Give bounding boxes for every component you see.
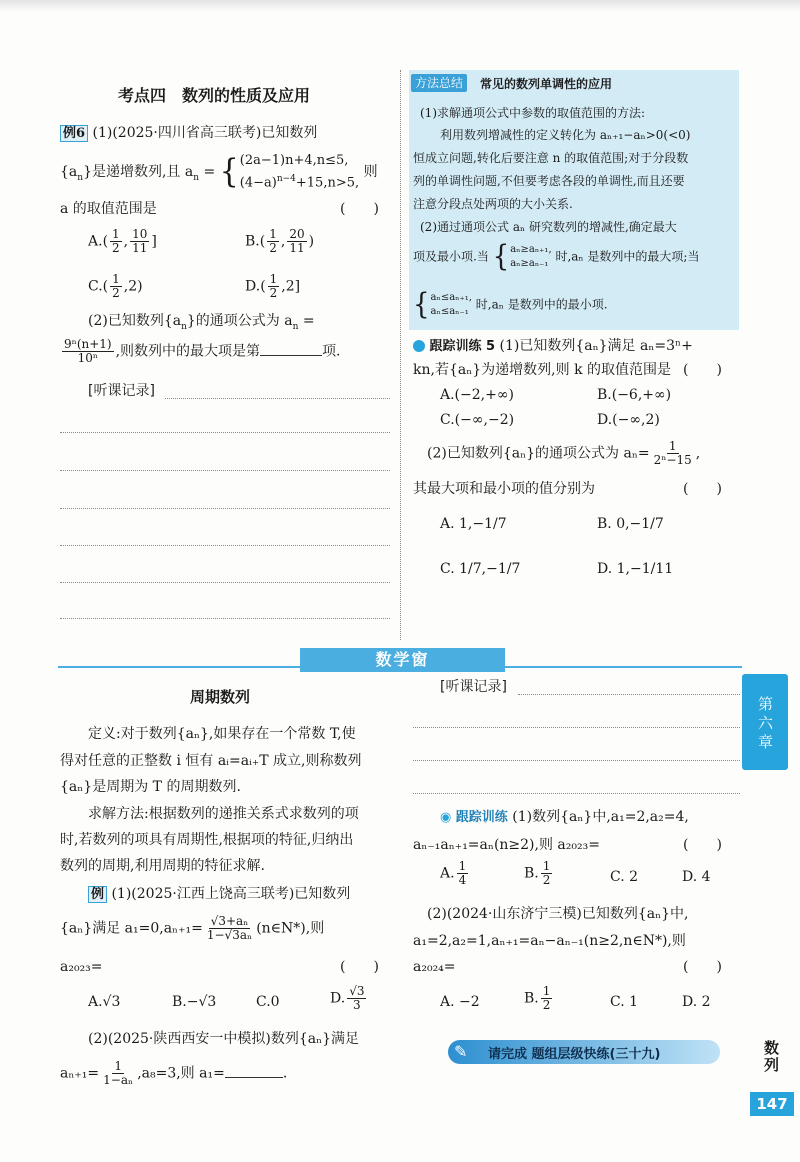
pen-icon: ✎ [454, 1042, 468, 1061]
note-line[interactable] [413, 727, 740, 728]
track5-option-b[interactable]: B.(−6,+∞) [597, 387, 672, 403]
track-part2-option-b[interactable] [524, 985, 554, 1012]
method-line2: 利用数列增减性的定义转化为 aₙ₊₁−aₙ>0(<0) [440, 128, 691, 142]
window-example-line2 [60, 915, 324, 942]
method-line8: {aₙ≤aₙ₊₁, aₙ≤aₙ₋₁ 时,aₙ 是数列中的最小项. [413, 288, 608, 322]
track-option-a-num: 1 [458, 859, 467, 873]
example6-case2-exp: n−4 [276, 174, 296, 184]
track-part2-paren: ( ) [683, 959, 722, 975]
example6-line1 [60, 124, 317, 142]
example6-range: a 的取值范围是 [60, 201, 157, 217]
window-def-3: {aₙ}是周期为 T 的周期数列. [60, 779, 241, 795]
track5-line1 [413, 337, 693, 356]
track5-part2-line2: 其最大项和最小项的值分别为 [413, 481, 595, 497]
window-banner [300, 648, 505, 672]
track-part2-option-a[interactable]: A. −2 [440, 994, 480, 1010]
window-example2-num: 1 [114, 1059, 122, 1073]
method-line7-b: 时,aₙ 是数列中的最大项;当 [555, 249, 700, 264]
example6-part2-end: 项. [322, 343, 341, 360]
option-c-letter: C. [88, 278, 103, 295]
track-option-d[interactable]: D. 4 [682, 869, 711, 885]
location-pin-icon: ◉ [440, 810, 452, 825]
method-title: 常见的数列单调性的应用 [480, 77, 613, 91]
notes-label-left: [听课记录] [88, 383, 155, 399]
example6-text-b: {a [60, 164, 78, 181]
track5-part2-comma: , [695, 445, 701, 462]
note-line[interactable] [413, 760, 740, 761]
option-d-letter: D. [245, 278, 261, 295]
track5-frac-num: 1 [668, 439, 677, 453]
option-a-letter: A. [88, 233, 103, 250]
window-banner-text: 数学窗 [375, 650, 430, 669]
method-line6: (2)通过通项公式 aₙ 研究数列的增减性,确定最大 [420, 220, 677, 234]
note-line[interactable] [60, 582, 390, 583]
top-edge-shadow [0, 0, 800, 12]
window-frac-num: √3+aₙ [210, 914, 249, 928]
track-option-b-num: 1 [542, 859, 551, 873]
page-number: 147 [750, 1092, 794, 1116]
track5-option-d[interactable]: D.(−∞,2) [597, 412, 660, 428]
method-line8-case1: aₙ≤aₙ₊₁, [430, 292, 472, 303]
example6-option-c[interactable]: C.( $\frac{1}{2}$ ,2) [88, 272, 143, 300]
track-part2-line2: a₁=2,a₂=1,aₙ₊₁=aₙ−aₙ₋₁(n≥2,n∈N*),则 [413, 933, 686, 949]
window-title: 周期数列 [190, 688, 251, 706]
window-option-a[interactable]: A.√3 [88, 994, 121, 1010]
window-example-line3: a₂₀₂₃= [60, 959, 103, 975]
part2-frac-num: 9ⁿ(n+1) [64, 337, 112, 351]
example6-option-b[interactable]: B.( $\frac{1}{2}$ , $\frac{20}{11}$ ) [245, 227, 315, 255]
window-option-d-letter: D. [330, 990, 346, 1007]
track-text-a: (1)数列{aₙ}中,a₁=2,a₂=4, [512, 809, 689, 825]
answer-blank[interactable] [225, 1065, 283, 1078]
window-option-d-den: 3 [353, 998, 361, 1012]
answer-blank[interactable] [260, 343, 322, 356]
window-example2-end: . [282, 1065, 288, 1082]
track5-part2-option-c[interactable]: C. 1/7,−1/7 [440, 561, 521, 577]
method-line7-a: 项及最小项.当 [413, 249, 489, 264]
window-example-text-a: (1)(2025·江西上饶高三联考)已知数列 [111, 886, 351, 902]
example6-text-c: }是递增数列,且 a [83, 164, 194, 181]
note-line[interactable] [518, 694, 740, 695]
method-tag: 方法总结 [411, 74, 467, 92]
window-example2-text-c: ,a₈=3,则 a₁= [137, 1065, 225, 1082]
track-option-b-den: 2 [542, 873, 551, 887]
note-line[interactable] [413, 793, 740, 794]
track-option-b-letter: B. [524, 865, 539, 882]
track5-part2-line1 [427, 440, 700, 467]
track5-label: 跟踪训练 5 [429, 339, 496, 354]
track5-part2-option-b[interactable]: B. 0,−1/7 [597, 516, 664, 532]
track-part2-option-b-num: 1 [542, 984, 551, 998]
track-option-a-letter: A. [440, 865, 455, 882]
method-line4: 列的单调性问题,不但要考虑各段的单调性,而且还要 [413, 174, 685, 188]
window-example2-line1: (2)(2025·陕西西安一中模拟)数列{aₙ}满足 [88, 1031, 360, 1047]
chapter-label: 第六章 [756, 695, 774, 753]
topic-label: 数列 [762, 1040, 780, 1074]
window-sol-2: 时,若数列的项具有周期性,根据项的特征,归纳出 [60, 832, 354, 848]
section-title: 考点四 数列的性质及应用 [118, 86, 311, 105]
example6-line2: $\{a_n\}$是递增数列,且 $a_n = \{(2a-1)n+4,n\le 5$, $(4-a)^{n-4}+15,n>5$, 则 [60, 152, 378, 191]
window-option-d[interactable] [330, 985, 368, 1012]
track-part2-line3: a₂₀₂₄= [413, 959, 456, 975]
window-example-paren: ( ) [340, 959, 379, 975]
example6-then: 则 [363, 164, 378, 181]
practice-banner-text: 请完成 题组层级快练(三十九) [488, 1047, 661, 1062]
example6-part2-line2 [60, 338, 341, 365]
window-sol-1: 求解方法:根据数列的递推关系式求数列的项 [88, 806, 359, 822]
track-paren: ( ) [683, 837, 722, 853]
window-frac-den: 1−√3aₙ [206, 928, 253, 942]
example6-option-d[interactable]: D.( $\frac{1}{2}$ ,2] [245, 272, 301, 300]
window-example2-den: 1−aₙ [103, 1073, 134, 1087]
track5-text-a: (1)已知数列{aₙ}满足 aₙ=3ⁿ+ [499, 338, 693, 354]
track-option-b[interactable] [524, 860, 554, 887]
window-example-text-c: (n∈N*),则 [256, 920, 325, 937]
method-line7-case2: aₙ≥aₙ₋₁ [510, 258, 549, 269]
method-line8-b: 时,aₙ 是数列中的最小项. [475, 297, 608, 312]
track-part2-line1: (2)(2024·山东济宁三模)已知数列{aₙ}中, [427, 906, 689, 922]
track-part2-option-b-den: 2 [542, 998, 551, 1012]
note-line[interactable] [60, 432, 390, 433]
note-line[interactable] [60, 545, 390, 546]
example6-label: 例6 [60, 125, 88, 142]
track5-paren: ( ) [683, 362, 722, 378]
window-def-2: 得对任意的正整数 i 恒有 aᵢ=aᵢ₊T 成立,则称数列 [60, 753, 362, 769]
window-def-1: 定义:对于数列{aₙ},如果存在一个常数 T,使 [88, 726, 356, 742]
track5-option-c[interactable]: C.(−∞,−2) [440, 412, 515, 428]
window-sol-3: 数列的周期,利用周期的特征求解. [60, 858, 265, 874]
example6-part2-tail: ,则数列中的最大项是第 [115, 343, 261, 360]
track5-line2 [413, 361, 671, 379]
practice-banner[interactable] [448, 1040, 720, 1064]
note-line[interactable] [60, 508, 390, 509]
method-line3: 恒成立问题,转化后要注意 n 的取值范围;对于分段数 [413, 151, 689, 165]
example6-answer-paren: ( ) [340, 201, 379, 217]
track-part2-option-c[interactable]: C. 1 [610, 994, 639, 1010]
example6-part2-line1: (2)已知数列$\{a_n\}$的通项公式为 $a_n$ = [88, 313, 315, 332]
window-example-line1 [88, 885, 350, 903]
example6-option-a[interactable]: A.( $\frac{1}{2}$ , $\frac{10}{11}$ ] [88, 227, 157, 255]
example6-text-a: (1)(2025·四川省高三联考)已知数列 [92, 125, 318, 141]
note-line[interactable] [60, 470, 390, 471]
track-option-a-den: 4 [458, 873, 467, 887]
column-divider [400, 70, 401, 640]
window-option-c[interactable]: C.0 [256, 994, 280, 1010]
track-line2: aₙ₋₁aₙ₊₁=aₙ(n≥2),则 a₂₀₂₃= [413, 837, 600, 853]
window-option-d-num: √3 [349, 984, 365, 998]
example6-case2-tail: +15,n>5, [295, 175, 360, 191]
window-example2-line2 [60, 1060, 287, 1087]
method-line8-case2: aₙ≤aₙ₋₁ [430, 306, 469, 317]
chapter-tab [742, 674, 788, 770]
note-line[interactable] [165, 398, 390, 399]
example6-case2: (4−a) [239, 175, 277, 191]
part2-frac-den: 10ⁿ [77, 351, 99, 365]
method-line1: (1)求解通项公式中参数的取值范围的方法: [420, 106, 646, 120]
window-example-label: 例 [88, 886, 107, 903]
track-option-c[interactable]: C. 2 [610, 869, 639, 885]
track-label: 跟踪训练 [455, 810, 508, 825]
track5-frac-den: 2ⁿ−15 [653, 453, 692, 467]
example6-part2-a: (2)已知数列{a [88, 313, 182, 329]
track5-part2-option-a[interactable]: A. 1,−1/7 [440, 516, 507, 532]
window-example-text-b: {aₙ}满足 a₁=0,aₙ₊₁= [60, 920, 203, 937]
track5-text-b: kn,若{aₙ}为递增数列,则 k 的取值范围是 [413, 362, 672, 378]
track5-part2-a: (2)已知数列{aₙ}的通项公式为 aₙ= [427, 445, 650, 462]
window-example2-text-b: aₙ₊₁= [60, 1065, 100, 1082]
track5-part2-paren: ( ) [683, 481, 722, 497]
note-line[interactable] [60, 618, 390, 619]
track5-part2-option-d[interactable]: D. 1,−1/11 [597, 561, 674, 577]
example6-part2-b: }的通项公式为 a [186, 313, 293, 329]
method-line7-case1: aₙ≥aₙ₊₁, [510, 244, 552, 255]
option-b-letter: B. [245, 233, 260, 250]
method-line5: 注意分段点处两项的大小关系. [413, 197, 573, 211]
track-part2-option-d[interactable]: D. 2 [682, 994, 711, 1010]
window-option-b[interactable]: B.−√3 [172, 994, 217, 1010]
notes-label-right: [听课记录] [440, 679, 507, 695]
track-icon [413, 340, 425, 352]
example6-case1: (2a−1)n+4,n≤5, [239, 153, 349, 168]
track-option-a[interactable] [440, 860, 470, 887]
track-line1 [440, 808, 689, 827]
track-part2-option-b-letter: B. [524, 990, 539, 1007]
method-line7: 项及最小项.当 {aₙ≥aₙ₊₁, aₙ≥aₙ₋₁ 时,aₙ 是数列中的最大项;当 [413, 240, 700, 274]
track5-option-a[interactable]: A.(−2,+∞) [440, 387, 514, 403]
